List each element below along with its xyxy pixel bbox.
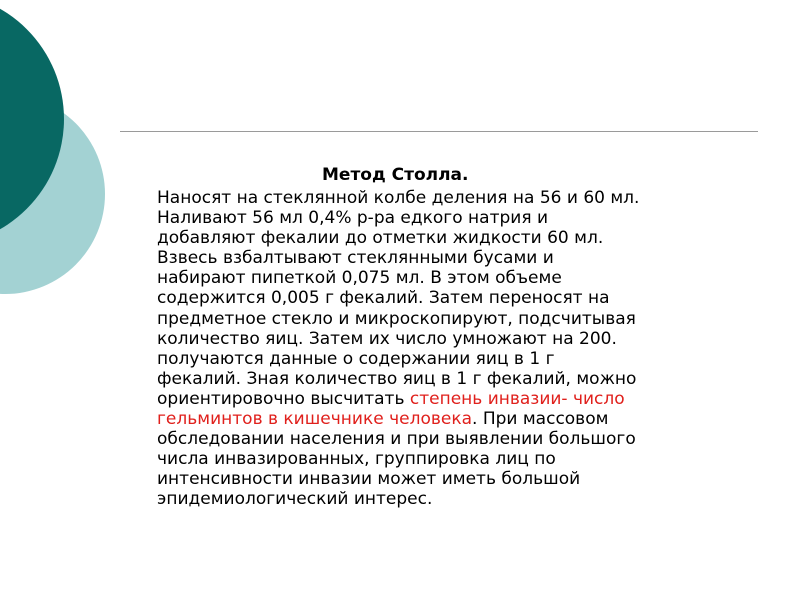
body-line: предметное стекло и микроскопируют, подсчитывая [157,308,636,329]
body-line: содержится 0,005 г фекалий. Затем переносят на [157,288,610,309]
body-line: обследовании населения и при выявлении большого [157,429,636,450]
body-line: Наносят на стеклянной колбе деления на 56 и 60 мл. [157,188,640,208]
body-line: количество яиц. Затем их число умножают на 200. [157,328,617,349]
highlighted-term: гельминтов в кишечнике человека [157,409,473,430]
body-line-highlight-start [157,389,639,409]
body-line: интенсивности инвазии может иметь большой [157,469,581,490]
body-line: набирают пипеткой 0,075 мл. В этом объеме [157,268,562,289]
horizontal-rule [120,131,758,132]
body-line: добавляют фекалии до отметки жидкости 60 мл. [157,228,604,249]
body-text-segment: . При массовом [472,409,609,430]
highlighted-term: степень инвазии- число [409,388,625,409]
body-line: числа инвазированных, группировка лиц по [157,449,556,470]
slide-title: Метод Столла. [322,165,469,185]
slide-body [157,188,639,510]
body-text-segment: ориентировочно высчитать [157,388,410,409]
body-line: Наливают 56 мл 0,4% р-ра едкого натрия и [157,208,548,229]
body-line: фекалий. Зная количество яиц в 1 г фекалий, можно [157,368,637,389]
body-line-highlight-end [157,409,639,429]
body-line: Взвесь взбалтывают стеклянными бусами и [157,248,554,269]
body-line: получаются данные о содержании яиц в 1 г [157,348,555,369]
body-line: эпидемиологический интерес. [157,489,433,510]
